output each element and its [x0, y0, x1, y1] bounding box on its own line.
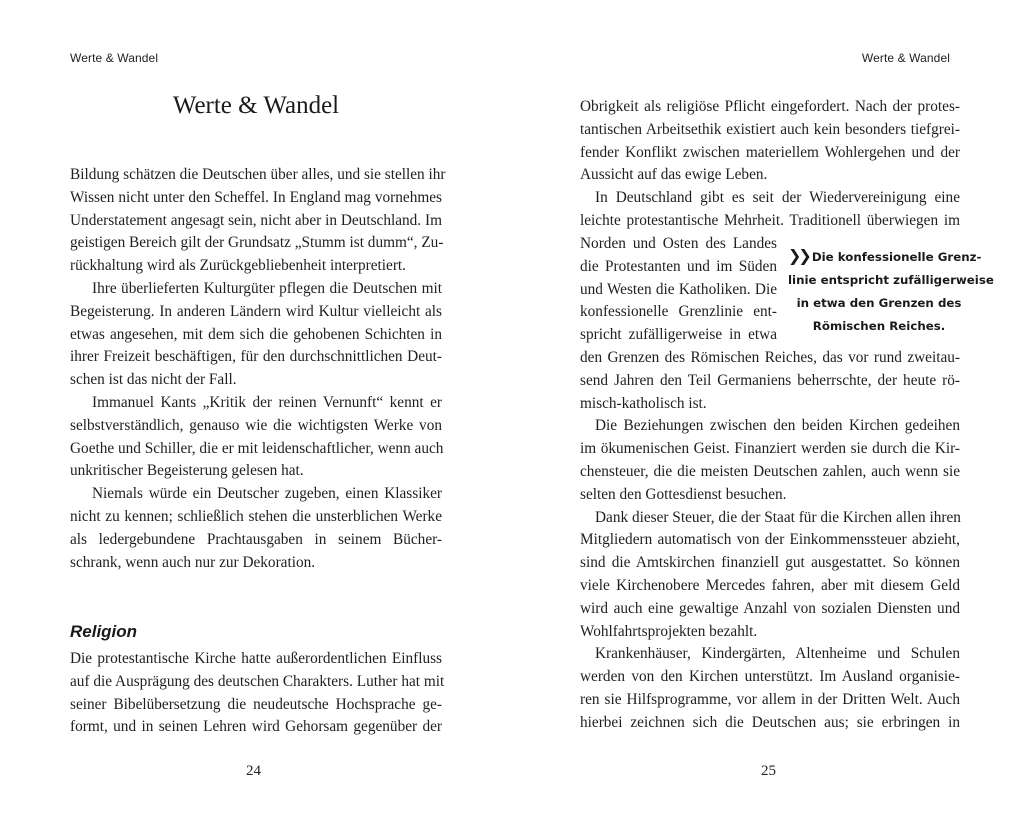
chapter-title: Werte & Wandel	[172, 92, 340, 119]
text-line: die Protestanten und im Süden	[580, 257, 777, 275]
pull-quote-text: Die konfessionelle Grenz-	[811, 250, 982, 264]
text-line: selten den Gottesdienst besuchen.	[580, 485, 787, 503]
text-line: Immanuel Kants „Kritik der reinen Vernunft“ kennt er	[92, 393, 442, 411]
running-head-left: Werte & Wandel	[70, 51, 159, 65]
pull-quote	[788, 244, 994, 338]
text-line: spricht zufälligerweise in etwa	[580, 326, 777, 344]
double-chevron-icon: ❯❯	[788, 246, 809, 265]
pull-quote-line: Römischen Reiches.	[812, 319, 946, 333]
text-line: den Grenzen des Römischen Reiches, das vor rund zweitau-	[580, 349, 960, 366]
body-text-block	[70, 648, 445, 739]
body-text-block	[580, 96, 960, 233]
right-page	[510, 0, 1020, 826]
text-line: Norden und Osten des Landes	[580, 235, 777, 252]
text-line: Bildung schätzen die Deutschen über alles, und sie stellen ihr	[70, 166, 446, 183]
text-line: fender Konflikt zwischen materiellem Wohlergehen und der	[580, 143, 960, 161]
text-line: Obrigkeit als religiöse Pflicht eingefordert. Nach der protes-	[580, 98, 960, 115]
text-line: und Westen die Katholiken. Die	[580, 280, 777, 298]
text-line: konfessionelle Grenzlinie ent-	[580, 303, 777, 321]
text-line: tantischen Arbeitsethik existiert auch kein besonders tiefgrei-	[580, 120, 960, 138]
text-line: schen ist das nicht der Fall.	[70, 371, 237, 389]
section-heading-religion: Religion	[70, 622, 138, 641]
pull-quote-line	[788, 244, 982, 269]
text-line: Wissen nicht unter den Scheffel. In England mag vornehmes	[70, 188, 442, 206]
text-line: etwas angesehen, mit dem sich die gehobenen Schichten in	[70, 325, 442, 343]
text-line: selbstverständlich, genauso wie die wichtigsten Werke von	[70, 416, 442, 434]
pull-quote-line: linie entspricht zufälligerweise	[788, 273, 994, 287]
text-line: ren sie Hilfsprogramme, vor allem in der Dritten Welt. Auch	[580, 690, 960, 708]
text-line: leichte protestantische Mehrheit. Traditionell überwiegen im	[580, 211, 960, 229]
text-line: Niemals würde ein Deutscher zugeben, einen Klassiker	[92, 485, 442, 503]
text-line: ihrer Freizeit beschäftigen, für den durchschnittlichen Deut-	[70, 348, 442, 366]
body-text-block-wrapped	[580, 233, 777, 347]
text-line: wird auch eine gewaltige Anzahl von sozialen Diensten und	[580, 599, 960, 617]
text-line: geistigen Bereich gilt der Grundsatz „Stumm ist dumm“, Zu-	[70, 234, 444, 252]
text-line: Mitgliedern automatisch von der Einkommenssteuer abzieht,	[580, 531, 960, 549]
text-line: Krankenhäuser, Kindergärten, Altenheime und Schulen	[595, 645, 960, 663]
text-line: auf die Ausprägung des deutschen Charakters. Luther hat mit	[70, 672, 445, 690]
text-line: send Jahren den Teil Germaniens beherrschte, der heute rö-	[580, 371, 960, 389]
text-line: formt, und in seinen Lehren wird Gehorsam gegenüber der	[70, 718, 442, 736]
text-line: werden von den Kirchen unterstützt. Im Ausland organisie-	[580, 668, 960, 686]
text-line: rückhaltung wird als Zurückgebliebenheit interpretiert.	[70, 257, 406, 275]
text-line: viele Kirchenobere Mercedes fahren, aber mit diesem Geld	[580, 576, 960, 594]
text-line: schrank, wenn auch nur zur Dekoration.	[70, 553, 316, 571]
text-line: Understatement angesagt sein, nicht aber in Deutschland. Im	[70, 211, 442, 229]
text-line: In Deutschland gibt es seit der Wiedervereinigung eine	[595, 189, 960, 207]
text-line: nicht zu kennen; schließlich stehen die unsterblichen Werke	[70, 507, 442, 525]
text-line: Dank dieser Steuer, die der Staat für die Kirchen allen ihren	[595, 508, 961, 526]
text-line: hierbei zeichnen sich die Deutschen aus; sie erbringen in	[580, 713, 960, 731]
text-line: misch-katholisch ist.	[580, 394, 707, 412]
text-line: Die protestantische Kirche hatte außerordentlichen Einfluss	[70, 650, 442, 667]
text-line: unkritischer Begeisterung gelesen hat.	[70, 462, 304, 480]
text-line: Wohlfahrtsprojekten bezahlt.	[580, 622, 758, 640]
text-line: Die Beziehungen zwischen den beiden Kirchen gedeihen	[595, 417, 960, 435]
text-line: Aussicht auf das ewige Leben.	[580, 166, 768, 184]
text-line: Begeisterung. In anderen Ländern wird Kultur vielleicht als	[70, 302, 442, 320]
body-text-block	[580, 347, 960, 735]
text-line: sind die Amtskirchen finanziell gut ausgestattet. So können	[580, 554, 960, 572]
pull-quote-line: in etwa den Grenzen des	[796, 296, 962, 310]
text-line: seiner Bibelübersetzung die neudeutsche Hochsprache ge-	[70, 695, 442, 713]
running-head-right: Werte & Wandel	[861, 51, 950, 65]
body-text-block	[70, 164, 446, 574]
text-line: chensteuer, die die meisten Deutschen zahlen, auch wenn sie	[580, 462, 960, 480]
text-line: Goethe und Schiller, die er mit leidenschaftlicher, wenn auch	[70, 439, 444, 457]
text-line: Ihre überlieferten Kulturgüter pflegen die Deutschen mit	[92, 279, 442, 297]
page-number-right: 25	[761, 763, 776, 779]
text-line: im ökumenischen Geist. Finanziert werden sie durch die Kir-	[580, 440, 960, 458]
text-line: als ledergebundene Prachtausgaben in seinem Bücher-	[70, 530, 442, 548]
page-number-left: 24	[246, 763, 261, 779]
